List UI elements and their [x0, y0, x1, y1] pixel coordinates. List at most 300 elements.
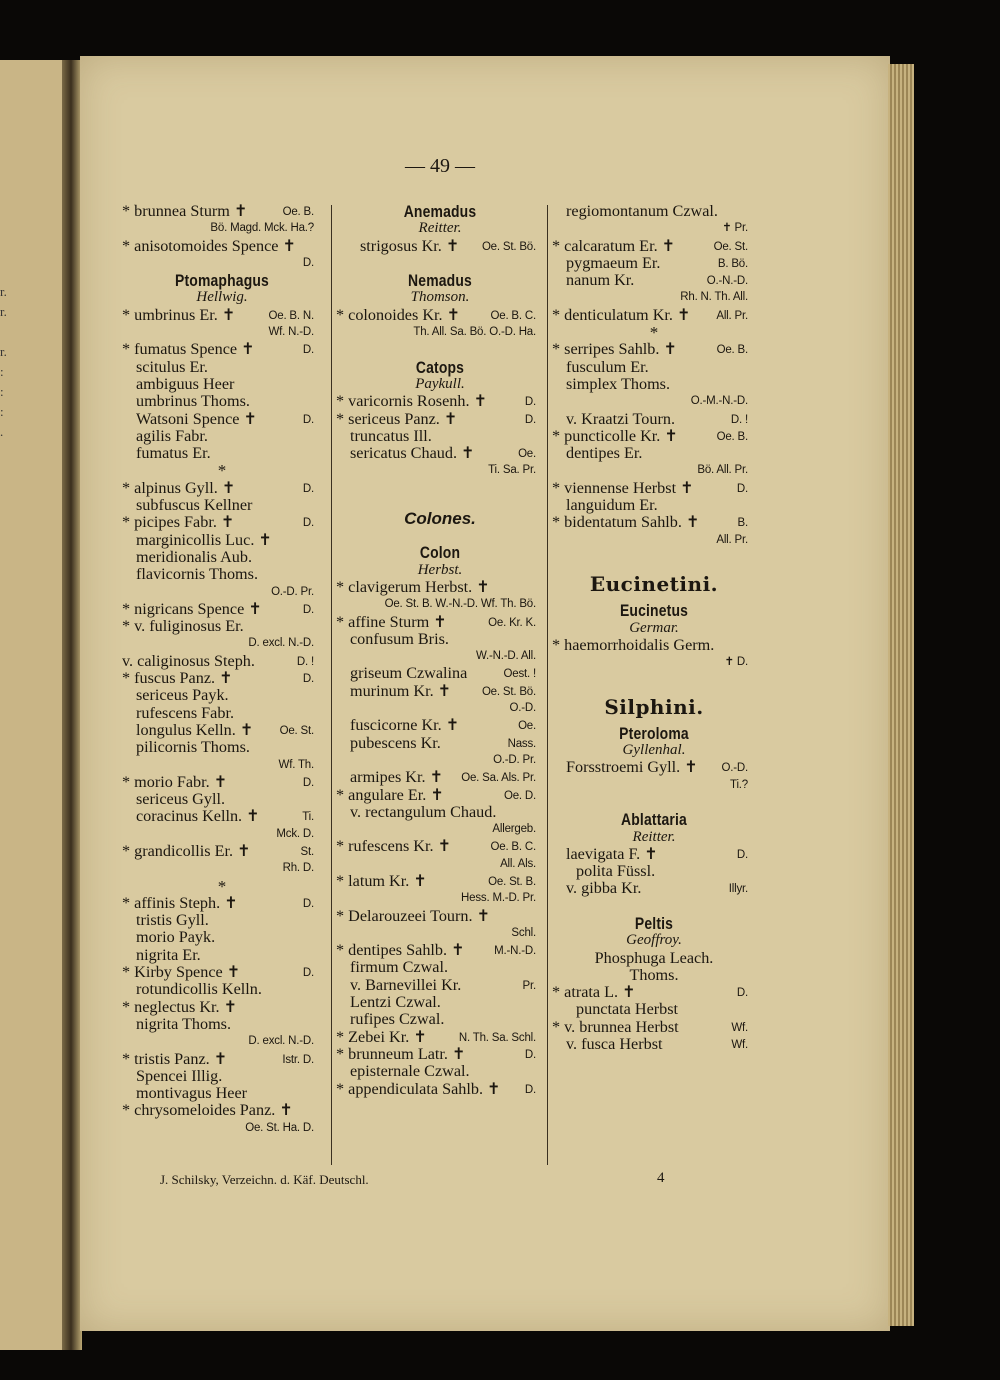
species-name: * Delarouzeei Tourn. ✝ [336, 906, 491, 925]
distribution-code: D. [736, 482, 748, 495]
species-entry [336, 1029, 544, 1046]
distribution-code: Oe. D. [503, 789, 536, 802]
distribution-code: D. [524, 413, 536, 426]
species-entry [122, 480, 322, 497]
column-divider [547, 205, 548, 1165]
column-2 [336, 203, 544, 1098]
species-name: nigrita Er. [136, 945, 201, 964]
family-heading: Silphini. [604, 694, 704, 719]
section-asterisk: * [217, 876, 227, 896]
species-name: * neglectus Kr. ✝ [122, 997, 238, 1016]
spacer [552, 898, 756, 915]
distribution-code: D. [524, 1083, 536, 1096]
species-name: * nigricans Spence ✝ [122, 599, 262, 618]
distribution-code: Oe. B. [716, 430, 748, 443]
distribution-line: Ti.? [730, 778, 748, 791]
distribution-line: Mck. D. [276, 827, 314, 840]
species-entry [122, 687, 322, 704]
synonym-entry: Phosphuga Leach. [594, 948, 714, 967]
distribution-line: D. excl. N.-D. [248, 637, 314, 650]
book-gutter [62, 60, 82, 1350]
distribution-code: Nass. [507, 737, 536, 750]
species-entry [552, 637, 756, 654]
species-entry [122, 947, 322, 964]
species-name: * alpinus Gyll. ✝ [122, 478, 236, 497]
distribution-line: ✝ D. [724, 656, 748, 669]
column-divider [331, 205, 332, 1165]
distribution-line: ✝ Pr. [722, 222, 748, 235]
distribution-code: Pr. [522, 979, 536, 992]
species-entry [552, 480, 756, 497]
species-name: longulus Kelln. ✝ [136, 720, 254, 739]
distribution-line: O.-M.-N.-D. [690, 395, 748, 408]
species-name: murinum Kr. ✝ [350, 681, 452, 700]
genus-heading: Pteroloma [619, 723, 689, 743]
species-entry [122, 791, 322, 808]
species-name: meridionalis Aub. [136, 547, 252, 566]
species-entry [122, 203, 322, 220]
distribution-code: Oe. St. B. [488, 875, 536, 888]
genus-author: Paykull. [415, 375, 465, 392]
distribution-code: Oe. B. C. [490, 309, 536, 322]
species-entry [552, 341, 756, 358]
tribe-heading: Colones. [404, 508, 476, 528]
species-name: * denticulatum Kr. ✝ [552, 305, 691, 324]
distribution-code: B. Bö. [717, 257, 748, 270]
species-name: * rufescens Kr. ✝ [336, 837, 452, 856]
species-entry [552, 411, 756, 428]
distribution-code: D. [302, 673, 314, 686]
genus-heading: Eucinetus [619, 601, 689, 621]
distribution-code: Oe. [518, 448, 536, 461]
species-name: Spencei Illig. [136, 1066, 223, 1085]
species-entry [122, 238, 322, 255]
distribution-code: Ti. [302, 811, 314, 824]
species-name: fuscicorne Kr. ✝ [350, 716, 460, 735]
species-name: * picipes Fabr. ✝ [122, 513, 235, 532]
species-entry [336, 717, 544, 734]
species-entry [122, 808, 322, 825]
species-name: fumatus Er. [136, 444, 211, 463]
species-name: pygmaeum Er. [566, 253, 661, 272]
species-entry [336, 1063, 544, 1080]
species-entry [122, 376, 322, 393]
section-asterisk: * [217, 461, 227, 481]
species-entry [336, 428, 544, 445]
species-name: dentipes Er. [566, 444, 643, 463]
species-entry [122, 618, 322, 635]
species-name: * chrysomeloides Panz. ✝ [122, 1101, 293, 1120]
species-entry [336, 614, 544, 631]
species-name: marginicollis Luc. ✝ [136, 530, 272, 549]
species-entry [122, 307, 322, 324]
species-entry [122, 497, 322, 514]
genus-heading: Colon [419, 543, 461, 563]
species-entry [336, 445, 544, 462]
species-name: * v. brunnea Herbst [552, 1017, 679, 1036]
species-entry [336, 579, 544, 596]
species-name: regiomontanum Czwal. [566, 202, 718, 220]
distribution-line: W.-N.-D. All. [475, 650, 536, 663]
species-name: * atrata L. ✝ [552, 983, 636, 1002]
species-name: * calcaratum Er. ✝ [552, 236, 676, 255]
species-name: * tristis Panz. ✝ [122, 1049, 228, 1068]
distribution-code: Wf. [731, 1039, 748, 1052]
distribution-line: Bö. All. Pr. [697, 464, 748, 477]
species-entry [122, 981, 322, 998]
species-entry [336, 769, 544, 786]
distribution-line: Oe. St. Ha. D. [245, 1121, 314, 1134]
genus-author: Reitter. [418, 220, 462, 237]
species-entry [336, 411, 544, 428]
species-name: v. gibba Kr. [566, 879, 642, 898]
species-entry [122, 912, 322, 929]
distribution-code: D. [302, 603, 314, 616]
distribution-code: Oe. B. N. [268, 309, 314, 322]
species-name: v. Kraatzi Tourn. [566, 409, 675, 428]
genus-author: Gyllenhal. [622, 742, 686, 759]
distribution-line: O.-D. Pr. [271, 585, 314, 598]
genus-heading: Catops [415, 357, 465, 377]
distribution-code: O.-D. [721, 762, 748, 775]
species-entry [122, 411, 322, 428]
species-entry [552, 759, 756, 776]
species-name: laevigata F. ✝ [566, 844, 658, 863]
species-entry [552, 1001, 756, 1018]
species-entry [552, 203, 756, 220]
page-edges [888, 64, 914, 1326]
distribution-code: St. [300, 845, 314, 858]
species-entry [336, 838, 544, 855]
species-name: flavicornis Thoms. [136, 565, 258, 584]
left-page-marks: r. r. r. : : : . [0, 284, 7, 439]
species-name: truncatus Ill. [350, 426, 432, 445]
distribution-code: D. [736, 848, 748, 861]
species-name: pubescens Kr. [350, 733, 441, 752]
species-entry [336, 735, 544, 752]
species-entry [122, 929, 322, 946]
spacer [552, 794, 756, 811]
species-name: v. rectangulum Chaud. [350, 802, 497, 821]
genus-author: Herbst. [417, 561, 463, 578]
distribution-line: All. Pr. [716, 533, 748, 546]
species-name: * Kirby Spence ✝ [122, 963, 241, 982]
species-entry [122, 1102, 322, 1119]
distribution-code: All. Pr. [716, 309, 748, 322]
species-name: rufipes Czwal. [350, 1010, 445, 1029]
species-entry [336, 631, 544, 648]
species-name: Forsstroemi Gyll. ✝ [566, 758, 698, 777]
distribution-line: Wf. N.-D. [268, 326, 314, 339]
species-name: griseum Czwalina [350, 664, 468, 683]
species-entry [552, 307, 756, 324]
species-name: ambiguus Heer [136, 374, 235, 393]
species-entry [122, 670, 322, 687]
species-entry [122, 1051, 322, 1068]
species-entry [552, 984, 756, 1001]
genus-author: Reitter. [632, 828, 676, 845]
distribution-line: Rh. D. [282, 862, 314, 875]
distribution-line: Oe. St. B. W.-N.-D. Wf. Th. Bö. [384, 598, 536, 611]
species-entry [552, 445, 756, 462]
distribution-line: Ti. Sa. Pr. [488, 464, 536, 477]
species-entry [336, 977, 544, 994]
species-name: * colonoides Kr. ✝ [336, 305, 461, 324]
species-name: subfuscus Kellner [136, 496, 253, 515]
distribution-line: D. [302, 256, 314, 269]
species-entry [552, 1019, 756, 1036]
distribution-line: Wf. Th. [278, 758, 314, 771]
species-entry [336, 994, 544, 1011]
species-name: * latum Kr. ✝ [336, 871, 427, 890]
species-entry [122, 1068, 322, 1085]
species-name: simplex Thoms. [566, 374, 671, 393]
left-page-edge [0, 60, 62, 1350]
genus-heading: Peltis [634, 913, 674, 933]
species-name: umbrinus Thoms. [136, 392, 250, 411]
distribution-code: O.-N.-D. [706, 275, 748, 288]
species-entry [122, 532, 322, 549]
species-entry [122, 722, 322, 739]
species-entry [552, 272, 756, 289]
distribution-code: Oe. Sa. Als. Pr. [461, 772, 536, 785]
distribution-line: Bö. Magd. Mck. Ha.? [210, 222, 314, 235]
species-name: punctata Herbst [576, 1000, 679, 1019]
species-entry [336, 1011, 544, 1028]
species-entry [336, 787, 544, 804]
species-entry [552, 1036, 756, 1053]
species-name: * morio Fabr. ✝ [122, 772, 228, 791]
species-entry [122, 843, 322, 860]
species-name: rufescens Fabr. [136, 703, 234, 722]
distribution-code: D. ! [730, 413, 748, 426]
species-name: Watsoni Spence ✝ [136, 409, 258, 428]
distribution-code: D. [302, 413, 314, 426]
species-name: * brunnea Sturm ✝ [122, 202, 248, 220]
species-name: v. fusca Herbst [566, 1035, 663, 1054]
species-entry [122, 964, 322, 981]
species-name: * varicornis Rosenh. ✝ [336, 392, 488, 411]
species-name: * appendiculata Sahlb. ✝ [336, 1079, 501, 1098]
species-entry [552, 376, 756, 393]
species-name: * angulare Er. ✝ [336, 785, 444, 804]
genus-heading: Ptomaphagus [175, 271, 269, 291]
genus-heading: Anemadus [403, 202, 477, 221]
species-name: fusculum Er. [566, 357, 649, 376]
distribution-code: Oe. St. [713, 240, 748, 253]
species-name: polita Füssl. [576, 862, 656, 881]
distribution-code: D. [524, 396, 536, 409]
species-entry [122, 601, 322, 618]
genus-author: Hellwig. [196, 289, 248, 306]
species-name: * dentipes Sahlb. ✝ [336, 941, 465, 960]
species-entry [336, 959, 544, 976]
distribution-code: Illyr. [728, 883, 748, 896]
species-name: firmum Czwal. [350, 958, 449, 977]
species-entry [552, 863, 756, 880]
species-name: * grandicollis Er. ✝ [122, 841, 251, 860]
species-name: * serripes Sahlb. ✝ [552, 340, 678, 359]
section-asterisk: * [649, 323, 659, 343]
signature-mark: 4 [657, 1170, 665, 1186]
species-entry [336, 307, 544, 324]
species-name: scitulus Er. [136, 357, 208, 376]
species-entry [122, 393, 322, 410]
distribution-code: D. [302, 967, 314, 980]
species-name: episternale Czwal. [350, 1062, 470, 1081]
species-name: rotundicollis Kelln. [136, 980, 262, 999]
distribution-line: D. excl. N.-D. [248, 1035, 314, 1048]
species-name: * clavigerum Herbst. ✝ [336, 577, 490, 596]
column-1 [122, 203, 322, 1137]
species-name: * affine Sturm ✝ [336, 612, 447, 631]
species-entry [122, 566, 322, 583]
distribution-code: D. ! [296, 655, 314, 668]
genus-heading: Ablattaria [621, 810, 687, 830]
footer-citation: J. Schilsky, Verzeichn. d. Käf. Deutschl. [160, 1172, 369, 1187]
species-entry [336, 665, 544, 682]
species-name: languidum Er. [566, 496, 658, 515]
genus-author: Thomson. [410, 289, 470, 306]
species-entry [122, 514, 322, 531]
species-entry [122, 653, 322, 670]
distribution-line: Hess. M.-D. Pr. [461, 892, 536, 905]
species-entry [552, 238, 756, 255]
species-entry [122, 1085, 322, 1102]
distribution-code: N. Th. Sa. Schl. [458, 1031, 536, 1044]
species-name: armipes Kr. ✝ [350, 768, 444, 787]
species-name: v. Barnevillei Kr. [350, 975, 462, 994]
distribution-code: Wf. [731, 1021, 748, 1034]
species-entry [122, 445, 322, 462]
species-name: * affinis Steph. ✝ [122, 893, 238, 912]
species-entry [552, 846, 756, 863]
distribution-code: Oe. St. Bö. [481, 240, 536, 253]
distribution-code: D. [736, 987, 748, 1000]
species-entry [122, 1016, 322, 1033]
distribution-line: All. Als. [500, 857, 536, 870]
species-entry [122, 739, 322, 756]
species-name: tristis Gyll. [136, 911, 209, 930]
spacer [336, 527, 544, 544]
species-entry [336, 683, 544, 700]
distribution-code: D. [302, 897, 314, 910]
distribution-code: Oe. B. [716, 344, 748, 357]
distribution-code: Oe. B. C. [490, 841, 536, 854]
spacer [336, 480, 544, 510]
species-entry [122, 428, 322, 445]
species-name: sericeus Payk. [136, 686, 229, 705]
species-name: * viennense Herbst ✝ [552, 478, 694, 497]
species-entry [122, 359, 322, 376]
species-name: montivagus Heer [136, 1084, 248, 1103]
distribution-line: Th. All. Sa. Bö. O.-D. Ha. [413, 326, 536, 339]
species-entry [122, 549, 322, 566]
distribution-code: D. [302, 344, 314, 357]
species-name: nigrita Thoms. [136, 1014, 232, 1033]
species-entry [336, 908, 544, 925]
distribution-line: Schl. [511, 926, 536, 939]
distribution-line: Rh. N. Th. All. [680, 291, 748, 304]
distribution-line: O.-D. Pr. [493, 753, 536, 766]
spacer [336, 341, 544, 358]
page-number-header: — 49 — [405, 155, 475, 177]
distribution-code: Oe. St. [279, 724, 314, 737]
distribution-code: D. [302, 482, 314, 495]
distribution-line: Allergeb. [492, 823, 536, 836]
spacer [552, 671, 756, 688]
species-name: * brunneum Latr. ✝ [336, 1044, 466, 1063]
synonym-entry: Thoms. [629, 965, 679, 984]
species-entry [552, 497, 756, 514]
distribution-code: B. [737, 517, 748, 530]
genus-author: Germar. [629, 619, 679, 636]
species-name: strigosus Kr. ✝ [360, 236, 460, 255]
species-name: sericeus Gyll. [136, 790, 226, 809]
species-name: * bidentatum Sahlb. ✝ [552, 513, 700, 532]
distribution-code: D. [302, 776, 314, 789]
species-name: nanum Kr. [566, 271, 635, 290]
species-entry [336, 942, 544, 959]
distribution-code: Oe. [518, 720, 536, 733]
distribution-code: Oe. St. Bö. [481, 685, 536, 698]
species-name: agilis Fabr. [136, 426, 208, 445]
species-entry [122, 999, 322, 1016]
species-entry [336, 804, 544, 821]
species-name: * v. fuliginosus Er. [122, 617, 244, 636]
spacer [336, 255, 544, 272]
distribution-code: D. [302, 517, 314, 530]
species-entry [552, 255, 756, 272]
species-name: confusum Bris. [350, 629, 449, 648]
genus-heading: Nemadus [408, 271, 472, 291]
family-heading: Eucinetini. [589, 572, 719, 597]
distribution-code: M.-N.-D. [494, 945, 536, 958]
distribution-code: Oe. Kr. K. [488, 616, 536, 629]
species-entry [336, 873, 544, 890]
distribution-code: Oest. ! [503, 668, 536, 681]
species-entry [552, 880, 756, 897]
species-name: * umbrinus Er. ✝ [122, 305, 236, 324]
distribution-code: D. [524, 1048, 536, 1061]
species-name: * sericeus Panz. ✝ [336, 409, 458, 428]
species-entry [336, 393, 544, 410]
species-name: * fuscus Panz. ✝ [122, 669, 233, 688]
species-name: sericatus Chaud. ✝ [350, 444, 475, 463]
species-entry [552, 428, 756, 445]
species-name: * haemorrhoidalis Germ. [552, 635, 715, 654]
distribution-code: Istr. D. [282, 1053, 314, 1066]
species-name: * Zebei Kr. ✝ [336, 1027, 427, 1046]
species-name: morio Payk. [136, 928, 216, 947]
species-name: * anisotomoides Spence ✝ [122, 236, 297, 255]
species-name: * fumatus Spence ✝ [122, 340, 255, 359]
species-entry [122, 895, 322, 912]
species-entry [336, 1081, 544, 1098]
distribution-code: Oe. B. [282, 206, 314, 218]
species-name: * puncticolle Kr. ✝ [552, 426, 678, 445]
species-entry [552, 514, 756, 531]
species-entry [122, 774, 322, 791]
species-entry [122, 341, 322, 358]
species-entry [336, 238, 544, 255]
species-entry [552, 359, 756, 376]
distribution-line: O.-D. [509, 702, 536, 715]
genus-author: Geoffroy. [626, 932, 682, 949]
species-name: Lentzi Czwal. [350, 993, 441, 1012]
spacer [552, 549, 756, 566]
column-3 [552, 203, 756, 1053]
